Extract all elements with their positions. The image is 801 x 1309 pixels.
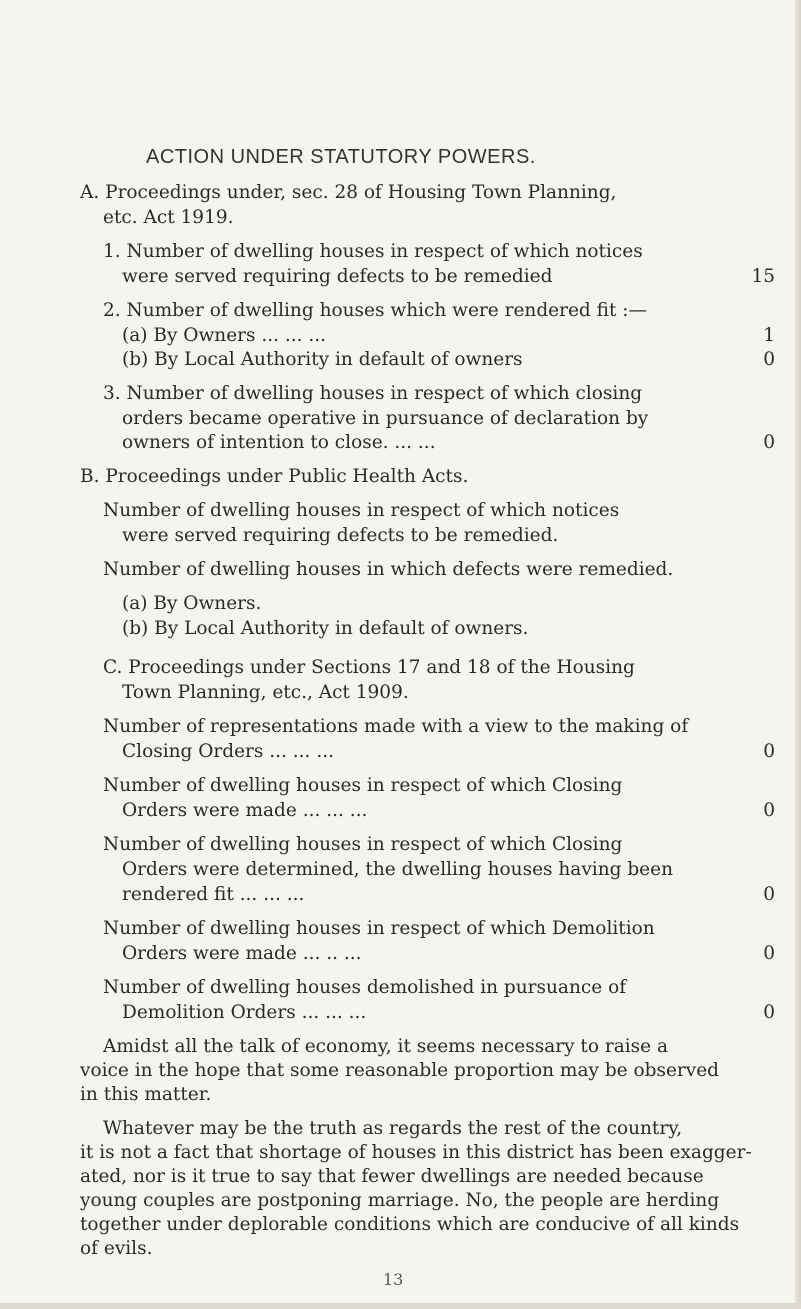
c-item-3-value: 0 xyxy=(763,884,775,905)
a-item-1-cont: were served requiring defects to be remedied xyxy=(122,266,553,287)
a-item-2: 2. Number of dwelling houses which were rendered fit :— xyxy=(103,300,648,321)
paragraph-2-line-3: ated, nor is it true to say that fewer dwellings are needed because xyxy=(80,1166,704,1187)
paragraph-2-line-2: it is not a fact that shortage of houses in this district has been exagger- xyxy=(80,1142,752,1163)
c-item-1-cont: Closing Orders ... ... ... xyxy=(122,741,334,762)
a-item-3-value: 0 xyxy=(763,432,775,453)
a-item-2a-value: 1 xyxy=(763,325,775,346)
c-item-3-cont1: Orders were determined, the dwelling houses having been xyxy=(122,859,673,880)
c-item-1: Number of representations made with a view to the making of xyxy=(103,716,689,737)
b-item-b: (b) By Local Authority in default of owners. xyxy=(122,618,529,639)
paragraph-2-line-6: of evils. xyxy=(80,1238,153,1259)
paragraph-1-line-2: voice in the hope that some reasonable proportion may be observed xyxy=(80,1060,720,1081)
paragraph-2-line-5: together under deplorable conditions which are conducive of all kinds xyxy=(80,1214,740,1235)
c-item-4-value: 0 xyxy=(763,943,775,964)
c-item-5: Number of dwelling houses demolished in pursuance of xyxy=(103,977,627,998)
section-a-title-cont: etc. Act 1919. xyxy=(103,207,234,228)
c-item-4: Number of dwelling houses in respect of which Demolition xyxy=(103,918,655,939)
c-item-5-value: 0 xyxy=(763,1002,775,1023)
section-c-title-cont: Town Planning, etc., Act 1909. xyxy=(122,682,409,703)
c-item-1-value: 0 xyxy=(763,741,775,762)
section-c-title: C. Proceedings under Sections 17 and 18 of the Housing xyxy=(103,657,635,678)
a-item-3: 3. Number of dwelling houses in respect of which closing xyxy=(103,383,643,404)
a-item-1-value: 15 xyxy=(751,266,775,287)
paragraph-1-line-3: in this matter. xyxy=(80,1084,212,1105)
c-item-4-cont: Orders were made ... .. ... xyxy=(122,943,362,964)
c-item-2-cont: Orders were made ... ... ... xyxy=(122,800,368,821)
c-item-2: Number of dwelling houses in respect of which Closing xyxy=(103,775,623,796)
c-item-3: Number of dwelling houses in respect of which Closing xyxy=(103,834,623,855)
page-bottom-edge xyxy=(0,1303,801,1309)
page-edge xyxy=(795,0,801,1309)
a-item-1: 1. Number of dwelling houses in respect of which notices xyxy=(103,241,643,262)
page-heading: ACTION UNDER STATUTORY POWERS. xyxy=(146,146,536,168)
a-item-2b: (b) By Local Authority in default of owners xyxy=(122,349,523,370)
c-item-3-cont2: rendered fit ... ... ... xyxy=(122,884,305,905)
paragraph-1-line-1: Amidst all the talk of economy, it seems necessary to raise a xyxy=(103,1036,669,1057)
section-b-title: B. Proceedings under Public Health Acts. xyxy=(80,466,469,487)
c-item-2-value: 0 xyxy=(763,800,775,821)
a-item-3-cont1: orders became operative in pursuance of declaration by xyxy=(122,408,649,429)
b-para-1-cont: were served requiring defects to be remedied. xyxy=(122,525,559,546)
a-item-2b-value: 0 xyxy=(763,349,775,370)
b-item-a: (a) By Owners. xyxy=(122,593,262,614)
section-a-title: A. Proceedings under, sec. 28 of Housing Town Planning, xyxy=(80,182,617,203)
paragraph-2-line-4: young couples are postponing marriage. No, the people are herding xyxy=(80,1190,720,1211)
a-item-3-cont2: owners of intention to close. ... ... xyxy=(122,432,436,453)
b-para-1: Number of dwelling houses in respect of which notices xyxy=(103,500,620,521)
b-para-2: Number of dwelling houses in which defects were remedied. xyxy=(103,559,674,580)
paragraph-2-line-1: Whatever may be the truth as regards the rest of the country, xyxy=(103,1118,683,1139)
a-item-2a: (a) By Owners ... ... ... xyxy=(122,325,327,346)
c-item-5-cont: Demolition Orders ... ... ... xyxy=(122,1002,367,1023)
page-number: 13 xyxy=(383,1270,404,1289)
